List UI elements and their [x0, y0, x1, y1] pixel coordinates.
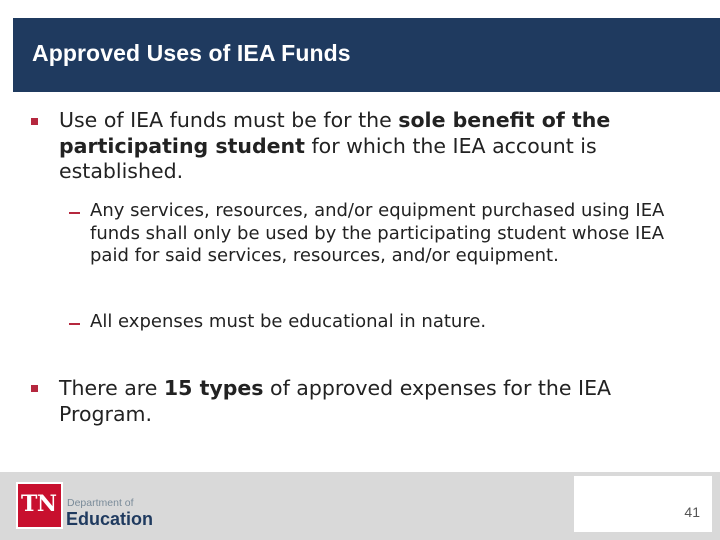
logo-education-text: Education [66, 509, 154, 529]
dash-bullet-icon [69, 212, 80, 214]
slide-title: Approved Uses of IEA Funds [32, 40, 351, 66]
tn-education-logo [16, 482, 156, 534]
bullet-2-text-end: of approved expenses for the IEA Program. [59, 376, 612, 426]
bullet-1-text-end: for which the IEA account is established. [59, 133, 597, 183]
sub-bullet-1-text: Any services, resources, and/or equipment purchased using IEA funds shall only be used by the participating student whose IEA paid for said services, resources, and/or equipment. [90, 200, 665, 266]
page-number-box [574, 476, 712, 532]
tn-logo-mark [16, 482, 63, 529]
slide-footer [0, 472, 720, 540]
bullet-2-bold: 15 types [163, 376, 264, 400]
page-number: 41 [684, 504, 700, 520]
bullet-1-bold: sole benefit of the participating student [59, 108, 611, 158]
square-bullet-icon [31, 385, 38, 392]
bullet-2-text [59, 376, 684, 427]
square-bullet-icon [31, 118, 38, 125]
tn-logo-text: TN [21, 491, 57, 517]
bullet-1-text-start: Use of IEA funds must be for the [59, 108, 399, 132]
sub-bullet-2-text: All expenses must be educational in nature. [90, 311, 487, 332]
bullet-2-text-start: There are [59, 376, 164, 400]
dash-bullet-icon [69, 323, 80, 325]
logo-department-text: Department of [67, 497, 134, 509]
bullet-1-text [59, 108, 684, 185]
